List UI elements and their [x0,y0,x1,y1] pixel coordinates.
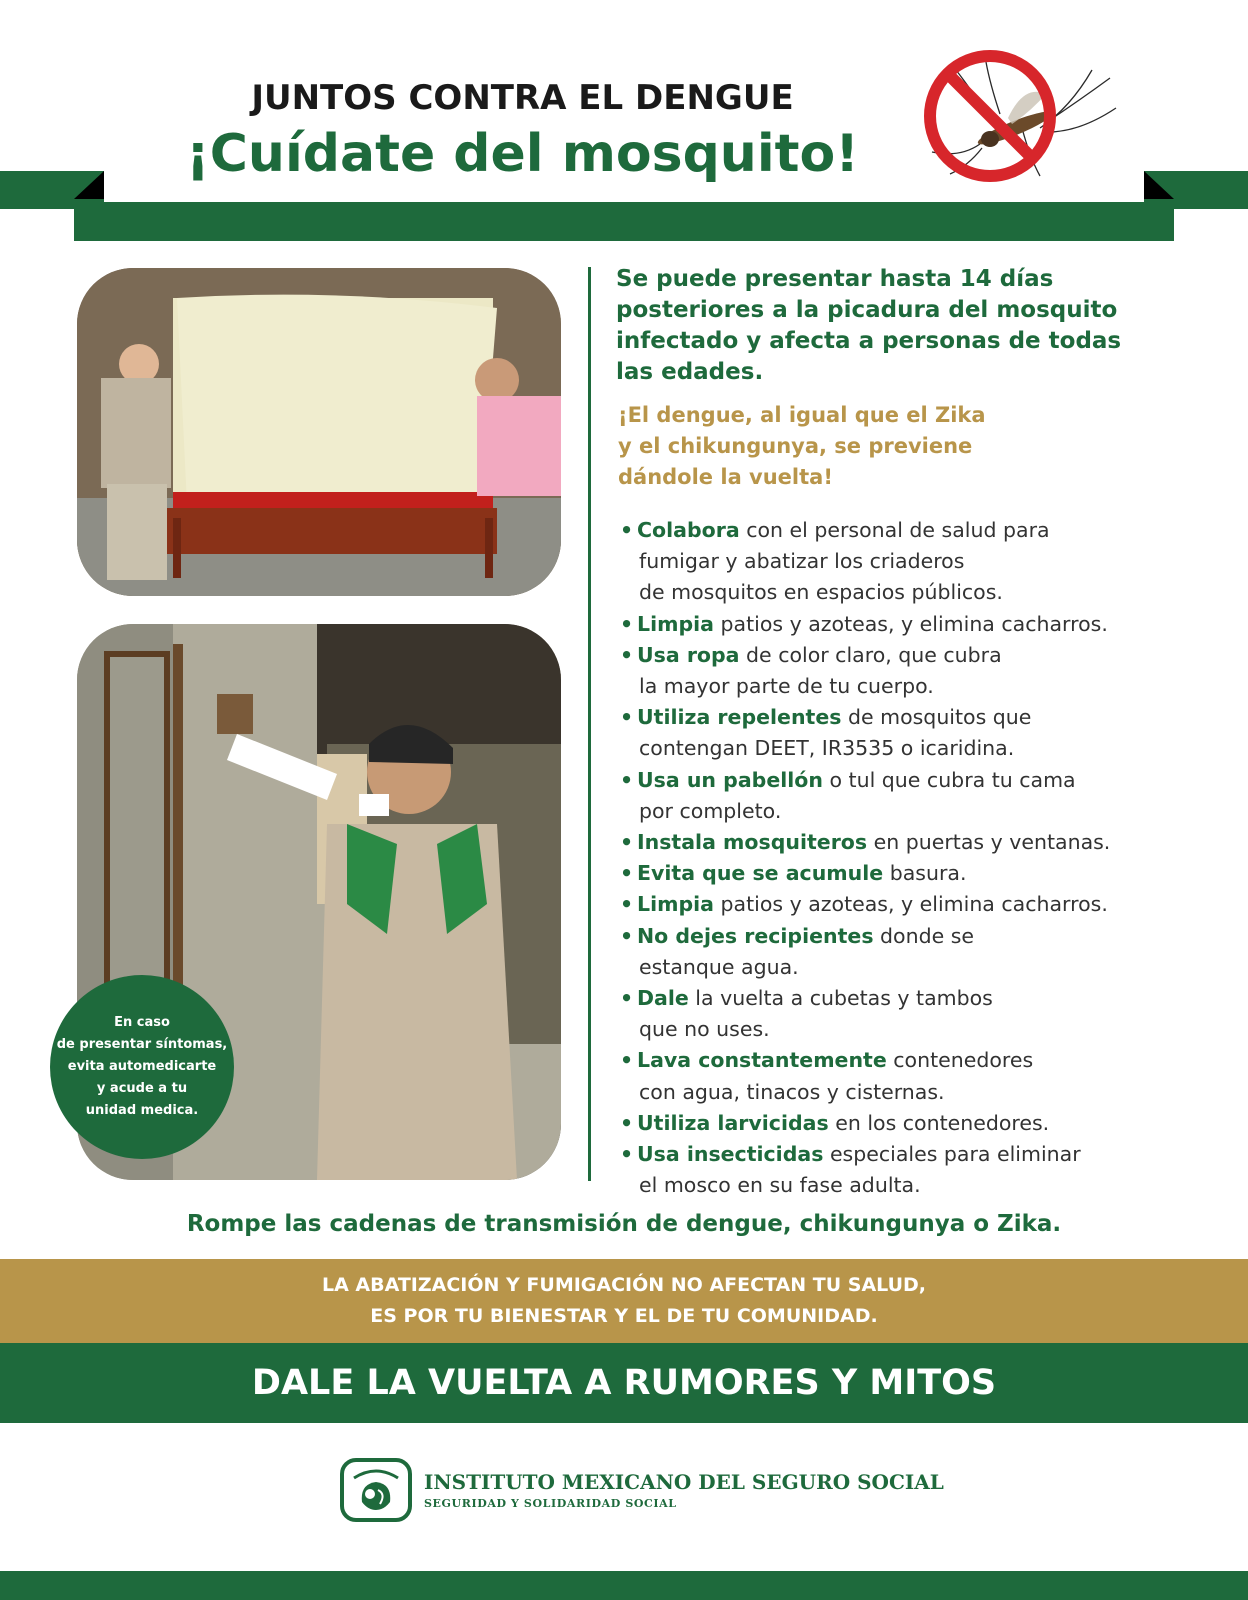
tip-line [637,1108,1200,1139]
tip-line [637,921,1200,952]
imss-name: INSTITUTO MEXICANO DEL SEGURO SOCIAL [424,1470,944,1494]
tip-item [620,1139,1200,1201]
no-mosquito-icon [920,48,1130,188]
header-band-lower [74,209,1174,241]
callout-line: En caso [114,1015,170,1030]
tip-text: la vuelta a cubetas y tambos [688,986,993,1011]
callout-line: evita automedicarte [67,1059,217,1074]
tip-line [637,858,1200,889]
tip-item [620,515,1200,609]
tip-item [620,921,1200,983]
tip-line [637,609,1200,640]
imss-motto: SEGURIDAD Y SOLIDARIDAD SOCIAL [424,1497,677,1510]
tip-line [637,765,1200,796]
lead-line: las edades. [616,359,764,385]
incubation-lead [616,264,1176,388]
tip-text: de color claro, que cubra [739,642,1002,667]
tip-continuation: por completo. [639,798,782,823]
tip-item [620,609,1200,640]
ribbon-fold-left [74,171,104,199]
safety-line-2: ES POR TU BIENESTAR Y EL DE TU COMUNIDAD. [370,1305,878,1327]
mosquito-net-photo [77,268,561,596]
imss-logo-text [424,1470,944,1510]
tip-keyword: Evita que se acumule [637,861,884,886]
tip-text: en puertas y ventanas. [867,830,1111,855]
callout-line: y acude a tu [96,1081,188,1096]
safety-line-1: LA ABATIZACIÓN Y FUMIGACIÓN NO AFECTAN TU SALUD, [322,1274,926,1296]
tip-keyword: Utiliza repelentes [637,705,842,730]
tip-line [637,889,1200,920]
tip-continuation: que no uses. [639,1017,770,1042]
title-small: JUNTOS CONTRA EL DENGUE [251,78,794,118]
tip-keyword: Utiliza larvicidas [637,1110,829,1135]
lead-line: posteriores a la picadura del mosquito [616,297,1118,323]
tip-keyword: Lava constantemente [637,1048,887,1073]
tip-text: patios y azoteas, y elimina cacharros. [714,892,1108,917]
gold-line: dándole la vuelta! [618,465,833,489]
tip-text: de mosquitos que [841,705,1032,730]
tip-line [637,983,1200,1014]
tip-text: basura. [883,861,967,886]
tip-keyword: Limpia [637,611,714,636]
tip-text: en los contenedores. [828,1110,1050,1135]
prevention-note [618,400,1038,493]
tip-continuation: contengan DEET, IR3535 o icaridina. [639,736,1015,761]
safety-band [0,1259,1248,1343]
tip-text: donde se [873,923,975,948]
tip-item [620,1108,1200,1139]
tip-text: especiales para eliminar [823,1142,1081,1167]
tip-item [620,858,1200,889]
ribbon-fold-right [1144,171,1174,199]
callout-line: de presentar síntomas, [56,1037,228,1052]
lead-line: infectado y afecta a personas de todas [616,328,1122,354]
symptoms-callout-text [54,1012,230,1122]
tip-line [637,1139,1200,1170]
mosquito-net-illustration [77,268,561,596]
callout-line: unidad medica. [85,1103,199,1118]
tip-item [620,765,1200,827]
tip-text: con el personal de salud para [739,518,1050,542]
tip-continuation: fumigar y abatizar los criaderos [639,549,965,574]
tip-item [620,702,1200,764]
tip-line [637,515,1200,546]
gold-line: ¡El dengue, al igual que el Zika [618,403,986,427]
tip-keyword: Usa insecticidas [637,1142,824,1167]
tip-keyword: Instala mosquiteros [637,830,868,855]
tip-continuation: estanque agua. [639,954,799,979]
tip-item [620,640,1200,702]
tip-keyword: Dale [637,986,689,1011]
tip-keyword: Usa ropa [637,642,740,667]
tip-item [620,1045,1200,1107]
lead-line: Se puede presentar hasta 14 días [616,266,1054,292]
tip-continuation: con agua, tinacos y cisternas. [639,1079,945,1104]
bottom-bar [0,1571,1248,1600]
myths-band: DALE LA VUELTA A RUMORES Y MITOS [0,1343,1248,1423]
imss-logo [340,1458,944,1522]
imss-logo-icon [340,1458,412,1522]
tip-line [637,827,1200,858]
tip-line [637,640,1200,671]
tip-keyword: No dejes recipientes [637,923,874,948]
tip-item [620,983,1200,1045]
tip-item [620,827,1200,858]
tip-continuation: la mayor parte de tu cuerpo. [639,674,934,699]
tip-text: contenedores [886,1048,1034,1073]
symptoms-callout [50,975,234,1159]
column-divider [588,267,591,1181]
tip-line [637,702,1200,733]
tip-text: o tul que cubra tu cama [822,767,1076,792]
gold-line: y el chikungunya, se previene [618,434,973,458]
tip-text: patios y azoteas, y elimina cacharros. [714,611,1108,636]
tip-keyword: Limpia [637,892,714,917]
tip-keyword: Colabora [637,518,740,542]
title-big: ¡Cuídate del mosquito! [186,124,859,184]
tip-continuation: el mosco en su fase adulta. [639,1173,921,1198]
tip-continuation: de mosquitos en espacios públicos. [639,580,1003,605]
tip-line [637,1045,1200,1076]
prevention-tips-list [620,515,1200,1201]
transmission-tagline: Rompe las cadenas de transmisión de dengue, chikungunya o Zika. [186,1211,1062,1237]
tip-item [620,889,1200,920]
tip-keyword: Usa un pabellón [637,767,823,792]
